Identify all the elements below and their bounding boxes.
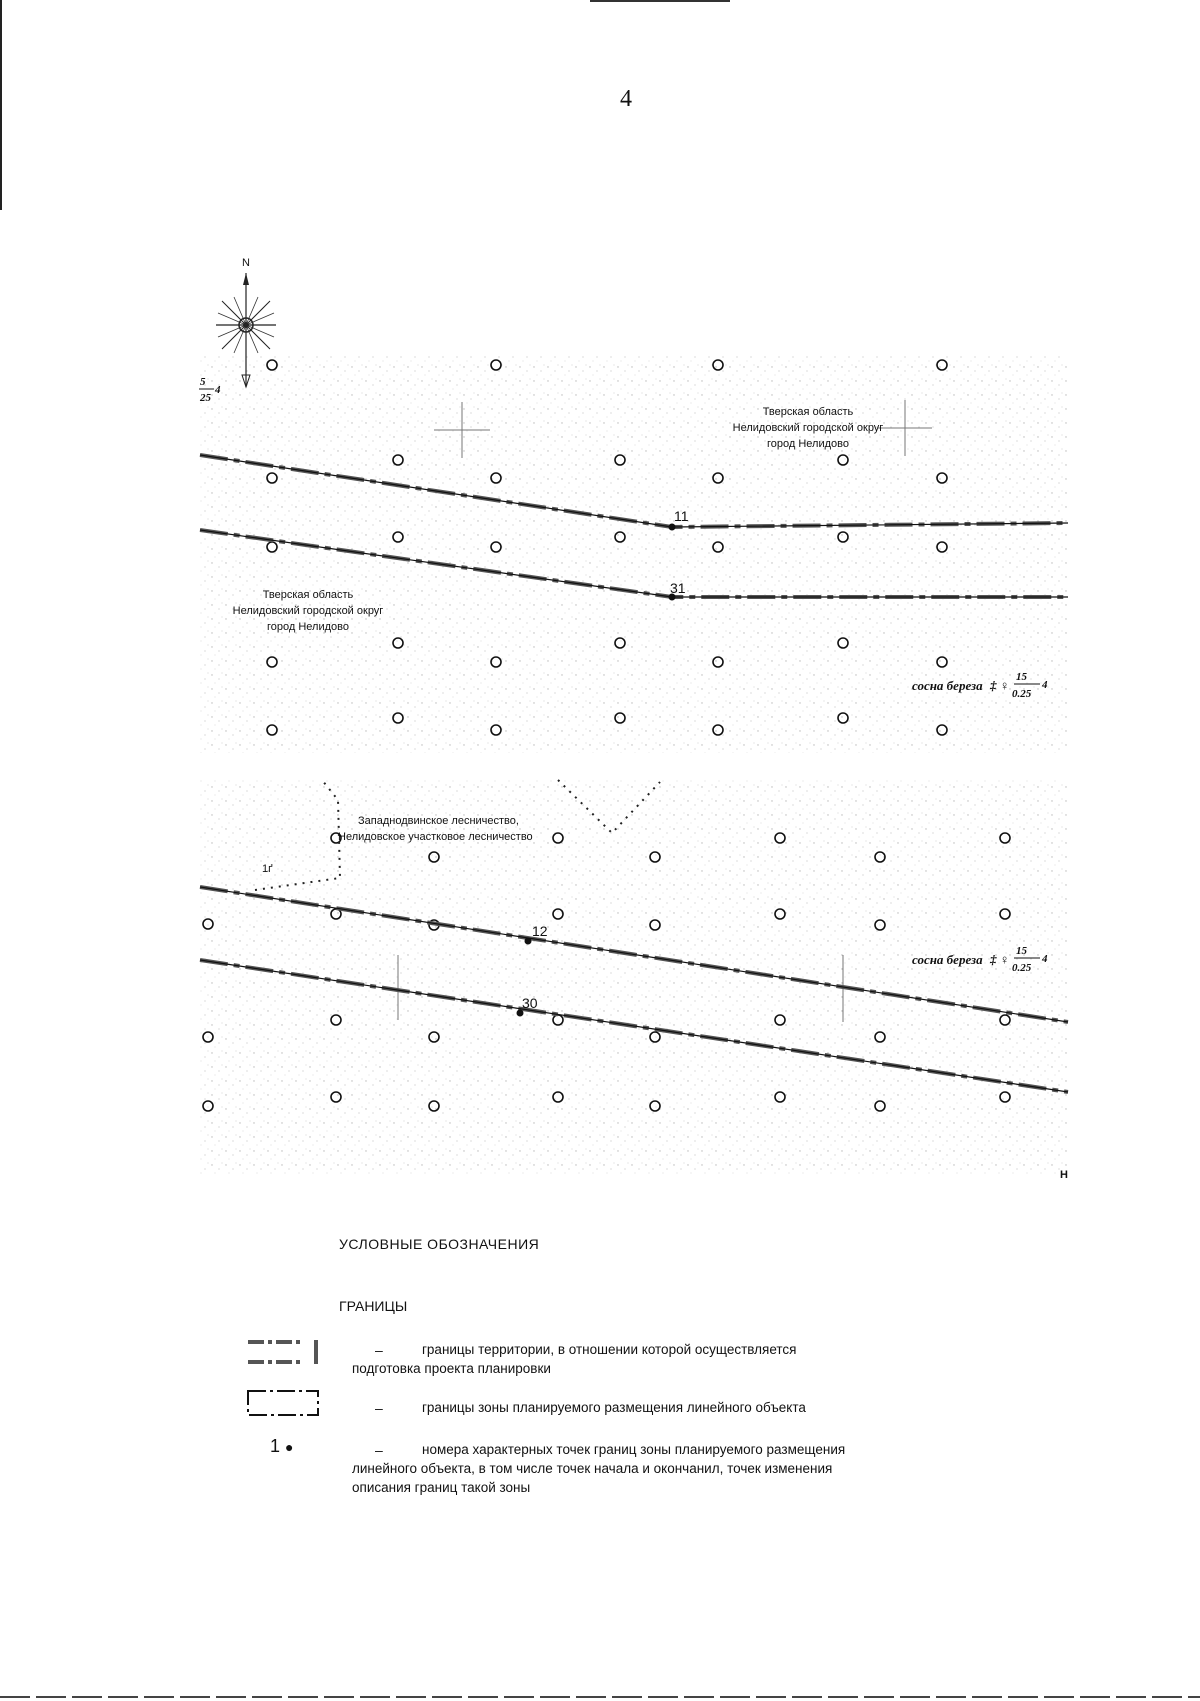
point-31-label: 31 [670,580,686,596]
legend-item-2-text: границы зоны планируемого размещения линейного объекта [422,1400,806,1415]
misc-label: 1ґ [262,863,273,875]
point-12-marker [525,938,532,945]
legend-item-3-text: номера характерных точек границ зоны планируемого размещения линейного объекта, в том числе точек начала и окончанил, точек изменения описания границ такой зоны [352,1442,846,1495]
svg-text:4: 4 [1042,953,1048,965]
legend-dash-1: – [375,1342,383,1358]
svg-text:Тверская область: Тверская область [762,406,854,418]
svg-text:15: 15 [1016,945,1027,957]
legend-title: УСЛОВНЫЕ ОБОЗНАЧЕНИЯ [339,1236,540,1252]
north-label: N [242,257,250,269]
point-12-label: 12 [532,923,548,939]
svg-text:сосна береза: сосна береза [912,678,983,693]
svg-text:Нелидовское участковое лесниче: Нелидовское участковое лесничество [338,831,533,843]
legend-swatch-territory-boundary [246,1334,326,1370]
legend-swatch-zone-boundary [246,1388,326,1418]
point-11-label: 11 [674,508,689,524]
svg-text:сосна береза: сосна береза [912,952,983,967]
tree-icon: ‡ ♀ [990,678,1010,693]
legend-dash-2: – [375,1400,383,1416]
svg-text:Тверская область: Тверская область [262,589,354,601]
svg-text:5: 5 [200,376,206,388]
svg-text:25: 25 [200,392,211,404]
legend-dash-3: – [375,1442,383,1458]
svg-text:Нелидовский городской округ: Нелидовский городской округ [232,605,384,617]
legend-section-title: ГРАНИЦЫ [339,1298,408,1314]
svg-text:0.25: 0.25 [1012,688,1032,700]
svg-text:Западнодвинское лесничество,: Западнодвинское лесничество, [358,815,519,827]
point-30-label: 30 [522,995,538,1011]
svg-text:15: 15 [1016,671,1027,683]
point-11-marker [669,524,676,531]
tree-icon: ‡ ♀ [990,952,1010,967]
svg-text:город Нелидово: город Нелидово [267,621,349,633]
page-number: 4 [620,86,632,112]
map-corner-label: H [1060,1169,1068,1181]
svg-text:4: 4 [215,384,221,396]
svg-text:Нелидовский городской округ: Нелидовский городской округ [732,422,884,434]
legend-item-1-text: границы территории, в отношении которой осуществляется подготовка проекта планировки [352,1342,797,1376]
legend-point-symbol: 1 ● [270,1436,294,1456]
svg-text:город Нелидово: город Нелидово [767,438,849,450]
svg-text:4: 4 [1042,679,1048,691]
svg-text:0.25: 0.25 [1012,962,1032,974]
map-panel-upper [200,355,1068,753]
